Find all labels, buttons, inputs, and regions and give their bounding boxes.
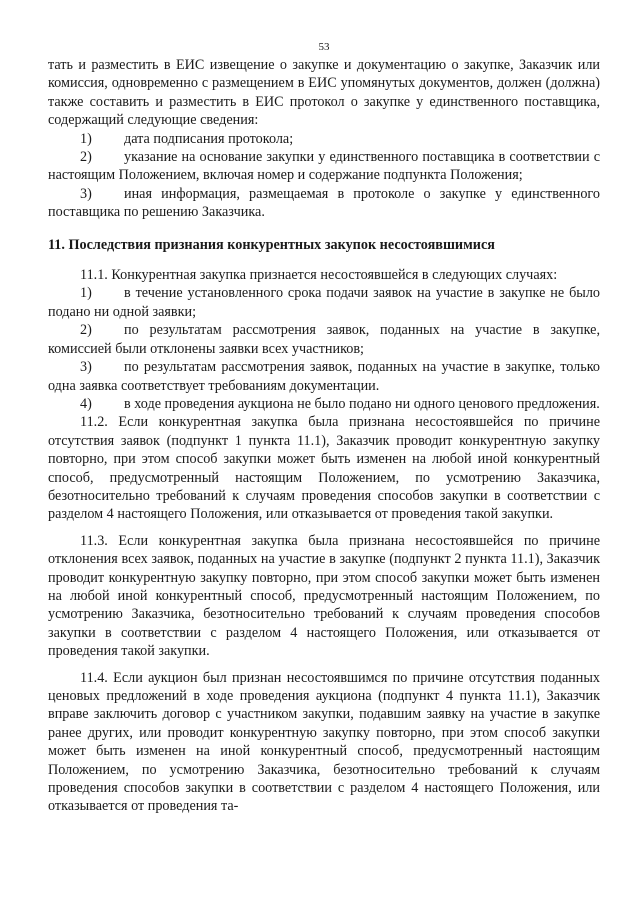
item-number: 2)	[80, 322, 92, 339]
item-number: 3)	[80, 359, 92, 376]
item-number: 4)	[80, 395, 92, 412]
page-number: 53	[318, 41, 330, 53]
paragraph-11-2: 11.2. Если конкурентная закупка была признана несостоявшейся по причине отсутствия заявок (подпункт 1 пункта 11.1), Заказчик проводит конкурентную закупку повторно, при этом способ закупки может быть изменен на любой иной конкурентный способ, предусмотренный настоящим Положением, по усмотрению Заказчика, безотносительно требований к случаям проведения способов закупки в соответствии с разделом 4 настоящего Положения, или отказывается от проведения такой закупки.	[48, 414, 600, 523]
item-number: 3)	[80, 185, 92, 202]
paragraph-11-3: 11.3. Если конкурентная закупка была признана несостоявшейся по причине отклонения всех заявок, поданных на участие в закупке (подпункт 2 пункта 11.1), Заказчик проводит конкурентную закупку повторно, при этом способ закупки может быть изменен на любой иной конкурентный способ, предусмотренный настоящим Положением, по усмотрению Заказчика, безотносительно требований к случаям проведения способов закупки в соответствии с разделом 4 настоящего Положения, или отказывается от проведения такой закупки.	[48, 532, 600, 660]
item-text: иная информация, размещаемая в протоколе о закупке у единственного поставщика по решению Заказчика.	[48, 185, 600, 221]
item-number: 1)	[80, 130, 92, 147]
case-item-4	[48, 395, 600, 413]
intro-item-3	[48, 185, 600, 222]
document-body	[48, 56, 600, 816]
intro-paragraph: тать и разместить в ЕИС извещение о закупке и документацию о закупке, Заказчик или комиссия, одновременно с размещением в ЕИС упомянутых документов, должен (должна) также составить и разместить в ЕИС протокол о закупке у единственного поставщика, содержащий следующие сведения:	[48, 57, 600, 129]
item-text: указание на основание закупки у единственного поставщика в соответствии с настоящим Положением, включая номер и содержание подпункта Положения;	[48, 149, 600, 184]
item-text: в ходе проведения аукциона не было подано ни одного ценового предложения.	[124, 395, 600, 412]
item-text: по результатам рассмотрения заявок, поданных на участие в закупке, комиссией были отклонены заявки всех участников;	[48, 322, 600, 357]
case-item-2	[48, 321, 600, 358]
item-text: дата подписания протокола;	[124, 130, 294, 147]
item-number: 1)	[80, 285, 92, 302]
intro-item-2	[48, 148, 600, 185]
item-text: по результатам рассмотрения заявок, поданных на участие в закупке, только одна заявка соответствует требованиям документации.	[48, 359, 600, 394]
case-item-3	[48, 358, 600, 395]
item-text: в течение установленного срока подачи заявок на участие в закупке не было подано ни одной заявки;	[48, 285, 600, 320]
case-item-1	[48, 284, 600, 321]
paragraph-11-1: 11.1. Конкурентная закупка признается несостоявшейся в следующих случаях:	[80, 267, 558, 284]
section-title: 11. Последствия признания конкурентных закупок несостоявшимися	[48, 236, 495, 253]
item-number: 2)	[80, 149, 92, 166]
intro-item-1	[48, 130, 600, 148]
paragraph-11-4: 11.4. Если аукцион был признан несостоявшимся по причине отсутствия поданных ценовых предложений в ходе проведения аукциона (подпункт 4 пункта 11.1), Заказчик вправе заключить договор с участником закупки, подавшим заявку на участие в закупке ранее других, или проводит конкурентную закупку повторно, при этом способ закупки может быть изменен на иной конкурентный способ, предусмотренный настоящим Положением, по усмотрению Заказчика, безотносительно требований к случаям проведения способов закупки в соответствии с разделом 4 настоящего Положения, или отказывается от проведения та-	[48, 669, 600, 815]
